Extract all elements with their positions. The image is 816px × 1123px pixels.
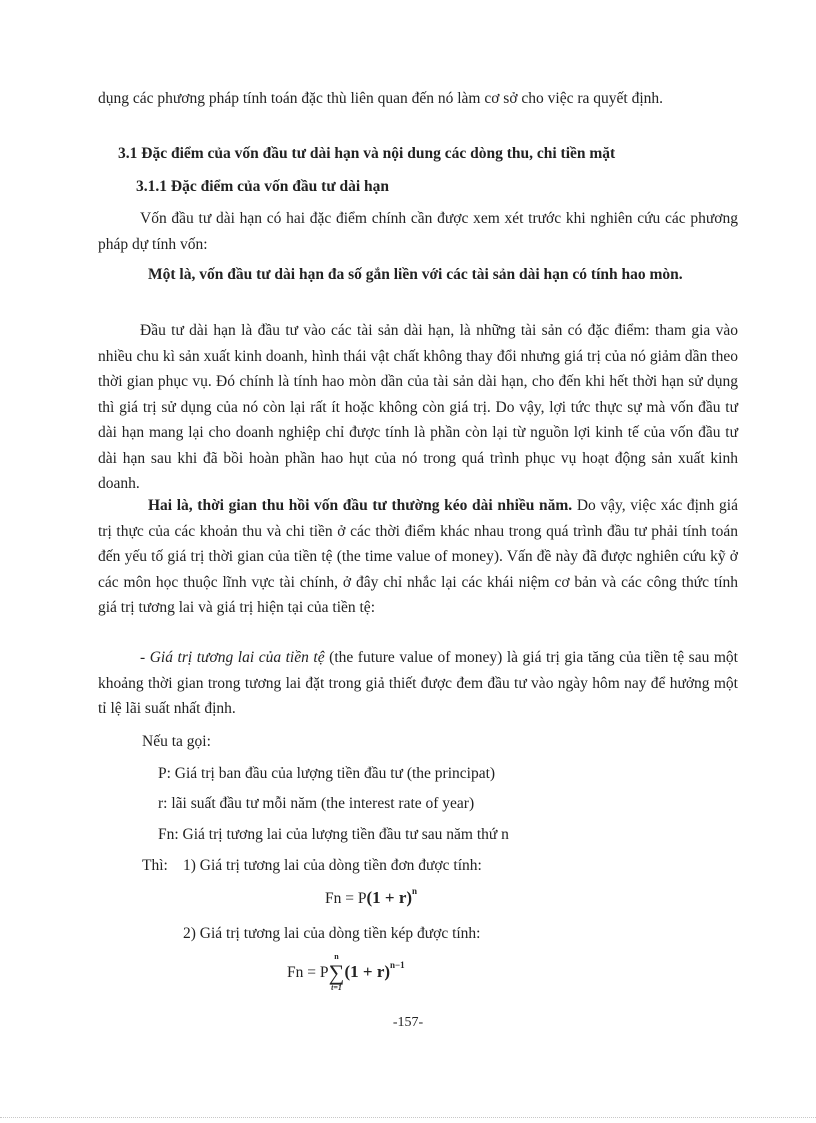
item-two: 2) Giá trị tương lai của dòng tiền kép được tính: [183, 925, 481, 942]
summation-symbol: n ∑ t=1 [328, 962, 344, 985]
point-two-body: Do vậy, việc xác định giá trị thực của các khoản thu và chi tiền ở các thời điểm khác nhau trong quá trình đầu tư phải tính toán đến yếu tố giá trị thời gian của tiền tệ (the time value of money). Vấn đề này đã được nghiên cứu kỹ ở các môn học thuộc lĩnh vực tài chính, ở đây chỉ nhắc lại các khái niệm cơ bản và các công thức tính giá trị tương lai và giá trị hiện tại của tiền tệ: [98, 497, 738, 616]
footer-divider [0, 1117, 816, 1118]
sigma-lower-limit: t=1 [331, 983, 342, 992]
item-one: 1) Giá trị tương lai của dòng tiền đơn được tính: [183, 857, 482, 874]
formula-two-lhs: Fn = P [287, 964, 329, 982]
fv-definition: (the future value of money) là giá trị gia tăng của tiền tệ sau một khoảng thời gian trong tương lai đặt trong giả thiết được đem đầu tư vào ngày hôm nay để hưởng một tỉ lệ lãi suất nhất định. [98, 649, 738, 717]
formula-two-exponent: n−1 [390, 960, 405, 971]
formula-one-exponent: n [412, 886, 418, 896]
if-we-call: Nếu ta gọi: [142, 733, 211, 750]
point-one-body: Đầu tư dài hạn là đầu tư vào các tài sản dài hạn, là những tài sản có đặc điểm: tham gia vào nhiều chu kì sản xuất kinh doanh, hình thái vật chất không thay đổi nhưng giá trị của nó giảm dần theo thời gian phục vụ. Đó chính là tính hao mòn dần của tài sản dài hạn, cho đến khi hết thời hạn sử dụng thì giá trị sử dụng của nó còn lại rất ít hoặc không còn giá trị. Do vậy, lợi tức thực sự mà vốn đầu tư dài hạn mang lại cho doanh nghiệp chỉ được tính là phần còn lại từ nguồn lợi kinh tế của vốn đầu tư dài hạn sau khi đã bồi hoàn phần hao hụt của nó trong quá trình phục vụ hoạt động sản xuất kinh doanh. [98, 322, 738, 492]
point-two-heading: Hai là, thời gian thu hồi vốn đầu tư thường kéo dài nhiều năm. [148, 497, 573, 514]
future-value-paragraph [98, 645, 738, 722]
definition-fn: Fn: Giá trị tương lai của lượng tiền đầu tư sau năm thứ n [158, 826, 509, 843]
page-number: -157- [392, 1015, 424, 1030]
formula-two-body: (1 + r) [344, 962, 391, 982]
formula-compound-future-value [287, 952, 405, 992]
formula-one-lhs: Fn = P [325, 890, 367, 907]
intro-paragraph: Vốn đầu tư dài hạn có hai đặc điểm chính cần được xem xét trước khi nghiên cứu các phương pháp dự tính vốn: [98, 210, 738, 253]
sigma-upper-limit: n [334, 952, 339, 961]
fv-term: Giá trị tương lai của tiền tệ [149, 649, 325, 666]
top-paragraph: dụng các phương pháp tính toán đặc thù liên quan đến nó làm cơ sở cho việc ra quyết định. [98, 90, 664, 107]
formula-one-body: (1 + r) [366, 888, 413, 907]
fv-dash: - [140, 649, 150, 666]
subsection-heading: 3.1.1 Đặc điểm của vốn đầu tư dài hạn [136, 178, 390, 195]
point-two-paragraph [98, 493, 738, 621]
definition-p: P: Giá trị ban đầu của lượng tiền đầu tư (the principat) [158, 765, 496, 782]
definition-r: r: lãi suất đầu tư mỗi năm (the interest rate of year) [158, 795, 475, 812]
formula-simple-future-value [325, 888, 417, 908]
point-one-heading: Một là, vốn đầu tư dài hạn đa số gắn liền với các tài sản dài hạn có tính hao mòn. [148, 266, 683, 283]
section-heading: 3.1 Đặc điểm của vốn đầu tư dài hạn và nội dung các dòng thu, chi tiền mặt [118, 145, 616, 162]
then-label: Thì: [142, 857, 168, 874]
